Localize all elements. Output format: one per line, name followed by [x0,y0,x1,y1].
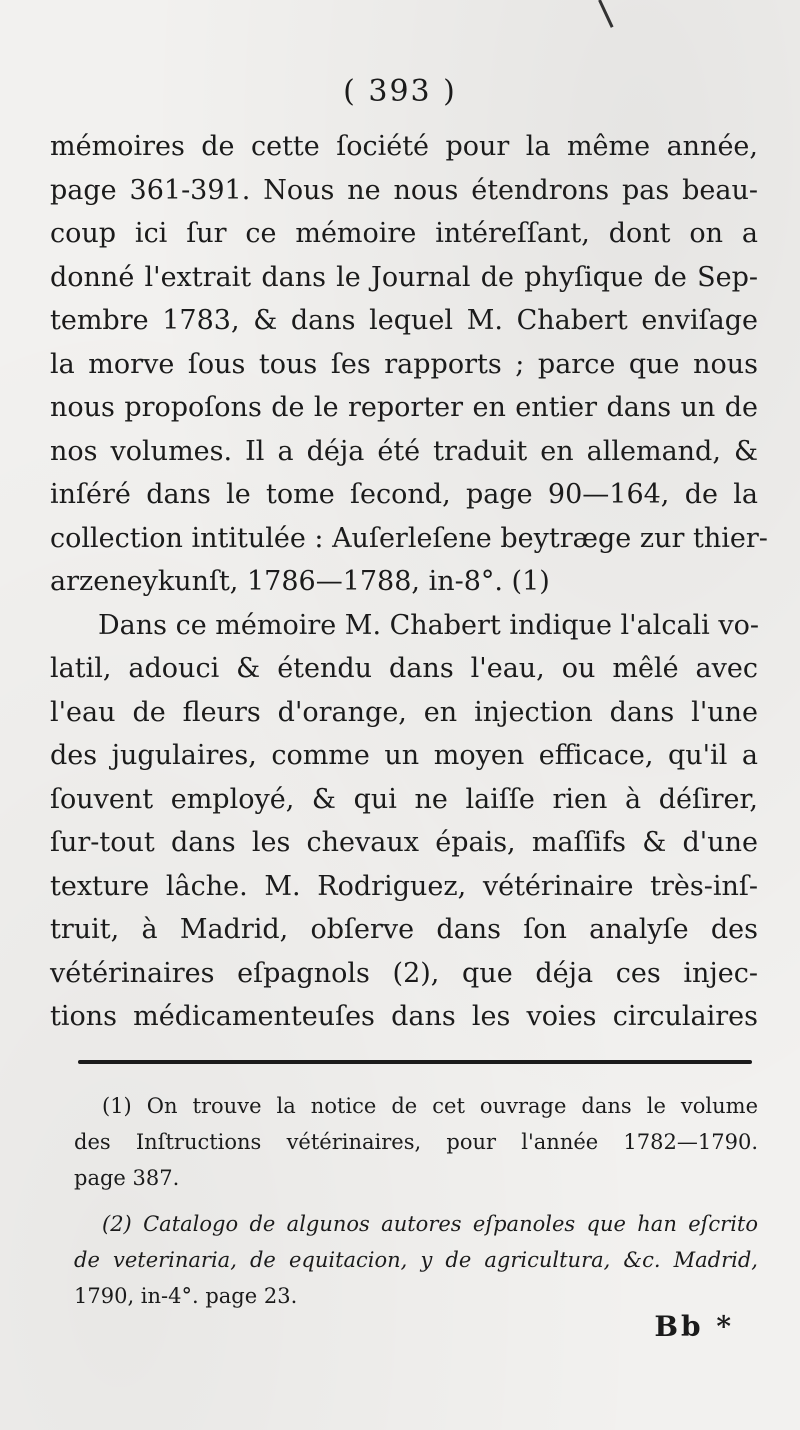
paper-mark [598,0,613,28]
body-line: coup ici ſur ce mémoire intéreſſant, dont on a [50,218,758,249]
body-line: page 361-391. Nous ne nous étendrons pas beau- [50,174,758,206]
body-line: tembre 1783, & dans lequel M. Chabert enviſage [50,305,758,336]
body-line: latil, adouci & étendu dans l'eau, ou mêlé avec [50,653,758,684]
footnote-2-line: de veterinaria, de equitacion, y de agricultura, &c. Madrid, [74,1248,758,1272]
page-number: ( 393 ) [343,74,457,109]
paragraph-start-line: Dans ce mémoire M. Chabert indique l'alcali vo- [98,609,760,641]
body-line: donné l'extrait dans le Journal de phyſique de Sep- [50,261,758,293]
body-line: la morve ſous tous ſes rapports ; parce que nous [50,348,758,380]
body-line: mémoires de cette ſociété pour la même année, [50,131,758,162]
signature-mark: Bb * [654,1310,734,1343]
body-line: arzeneykunſt, 1786—1788, in-8°. (1) [50,566,550,597]
body-line: texture lâche. M. Rodriguez, vétérinaire très-inſ- [50,870,758,902]
footnote-1-line: page 387. [74,1166,180,1190]
body-line: inſéré dans le tome ſecond, page 90—164, de la [50,479,758,510]
footnote-2-line: 1790, in-4°. page 23. [74,1284,298,1308]
body-line: ſur-tout dans les chevaux épais, maſſifs & d'une [50,827,758,858]
body-line: l'eau de fleurs d'orange, en injection dans l'une [50,696,758,728]
footnote-separator-rule [78,1060,752,1064]
body-line: vétérinaires eſpagnols (2), que déja ces injec- [50,957,758,989]
body-line: nous propoſons de le reporter en entier dans un de [50,392,758,423]
body-line: tions médicamenteuſes dans les voies circulaires [50,1001,758,1032]
body-line: des jugulaires, comme un moyen efficace, qu'il a [50,740,758,771]
footnote-2-line: (2) Catalogo de algunos autores eſpanoles que han eſcrito [102,1212,758,1236]
body-line: truit, à Madrid, obſerve dans ſon analyſe des [50,914,758,945]
footnotes [74,1088,758,1314]
body-line: nos volumes. Il a déja été traduit en allemand, & [50,435,758,467]
body-line: collection intitulée : Auſerleſene beytræge zur thier- [50,522,768,554]
footnote-1-line: (1) On trouve la notice de cet ouvrage dans le volume [102,1094,758,1118]
footnote-1-line: des Inſtructions vétérinaires, pour l'année 1782—1790. [74,1130,758,1154]
body-line: ſouvent employé, & qui ne laiſſe rien à déſirer, [50,783,758,815]
body-text [50,125,768,1039]
